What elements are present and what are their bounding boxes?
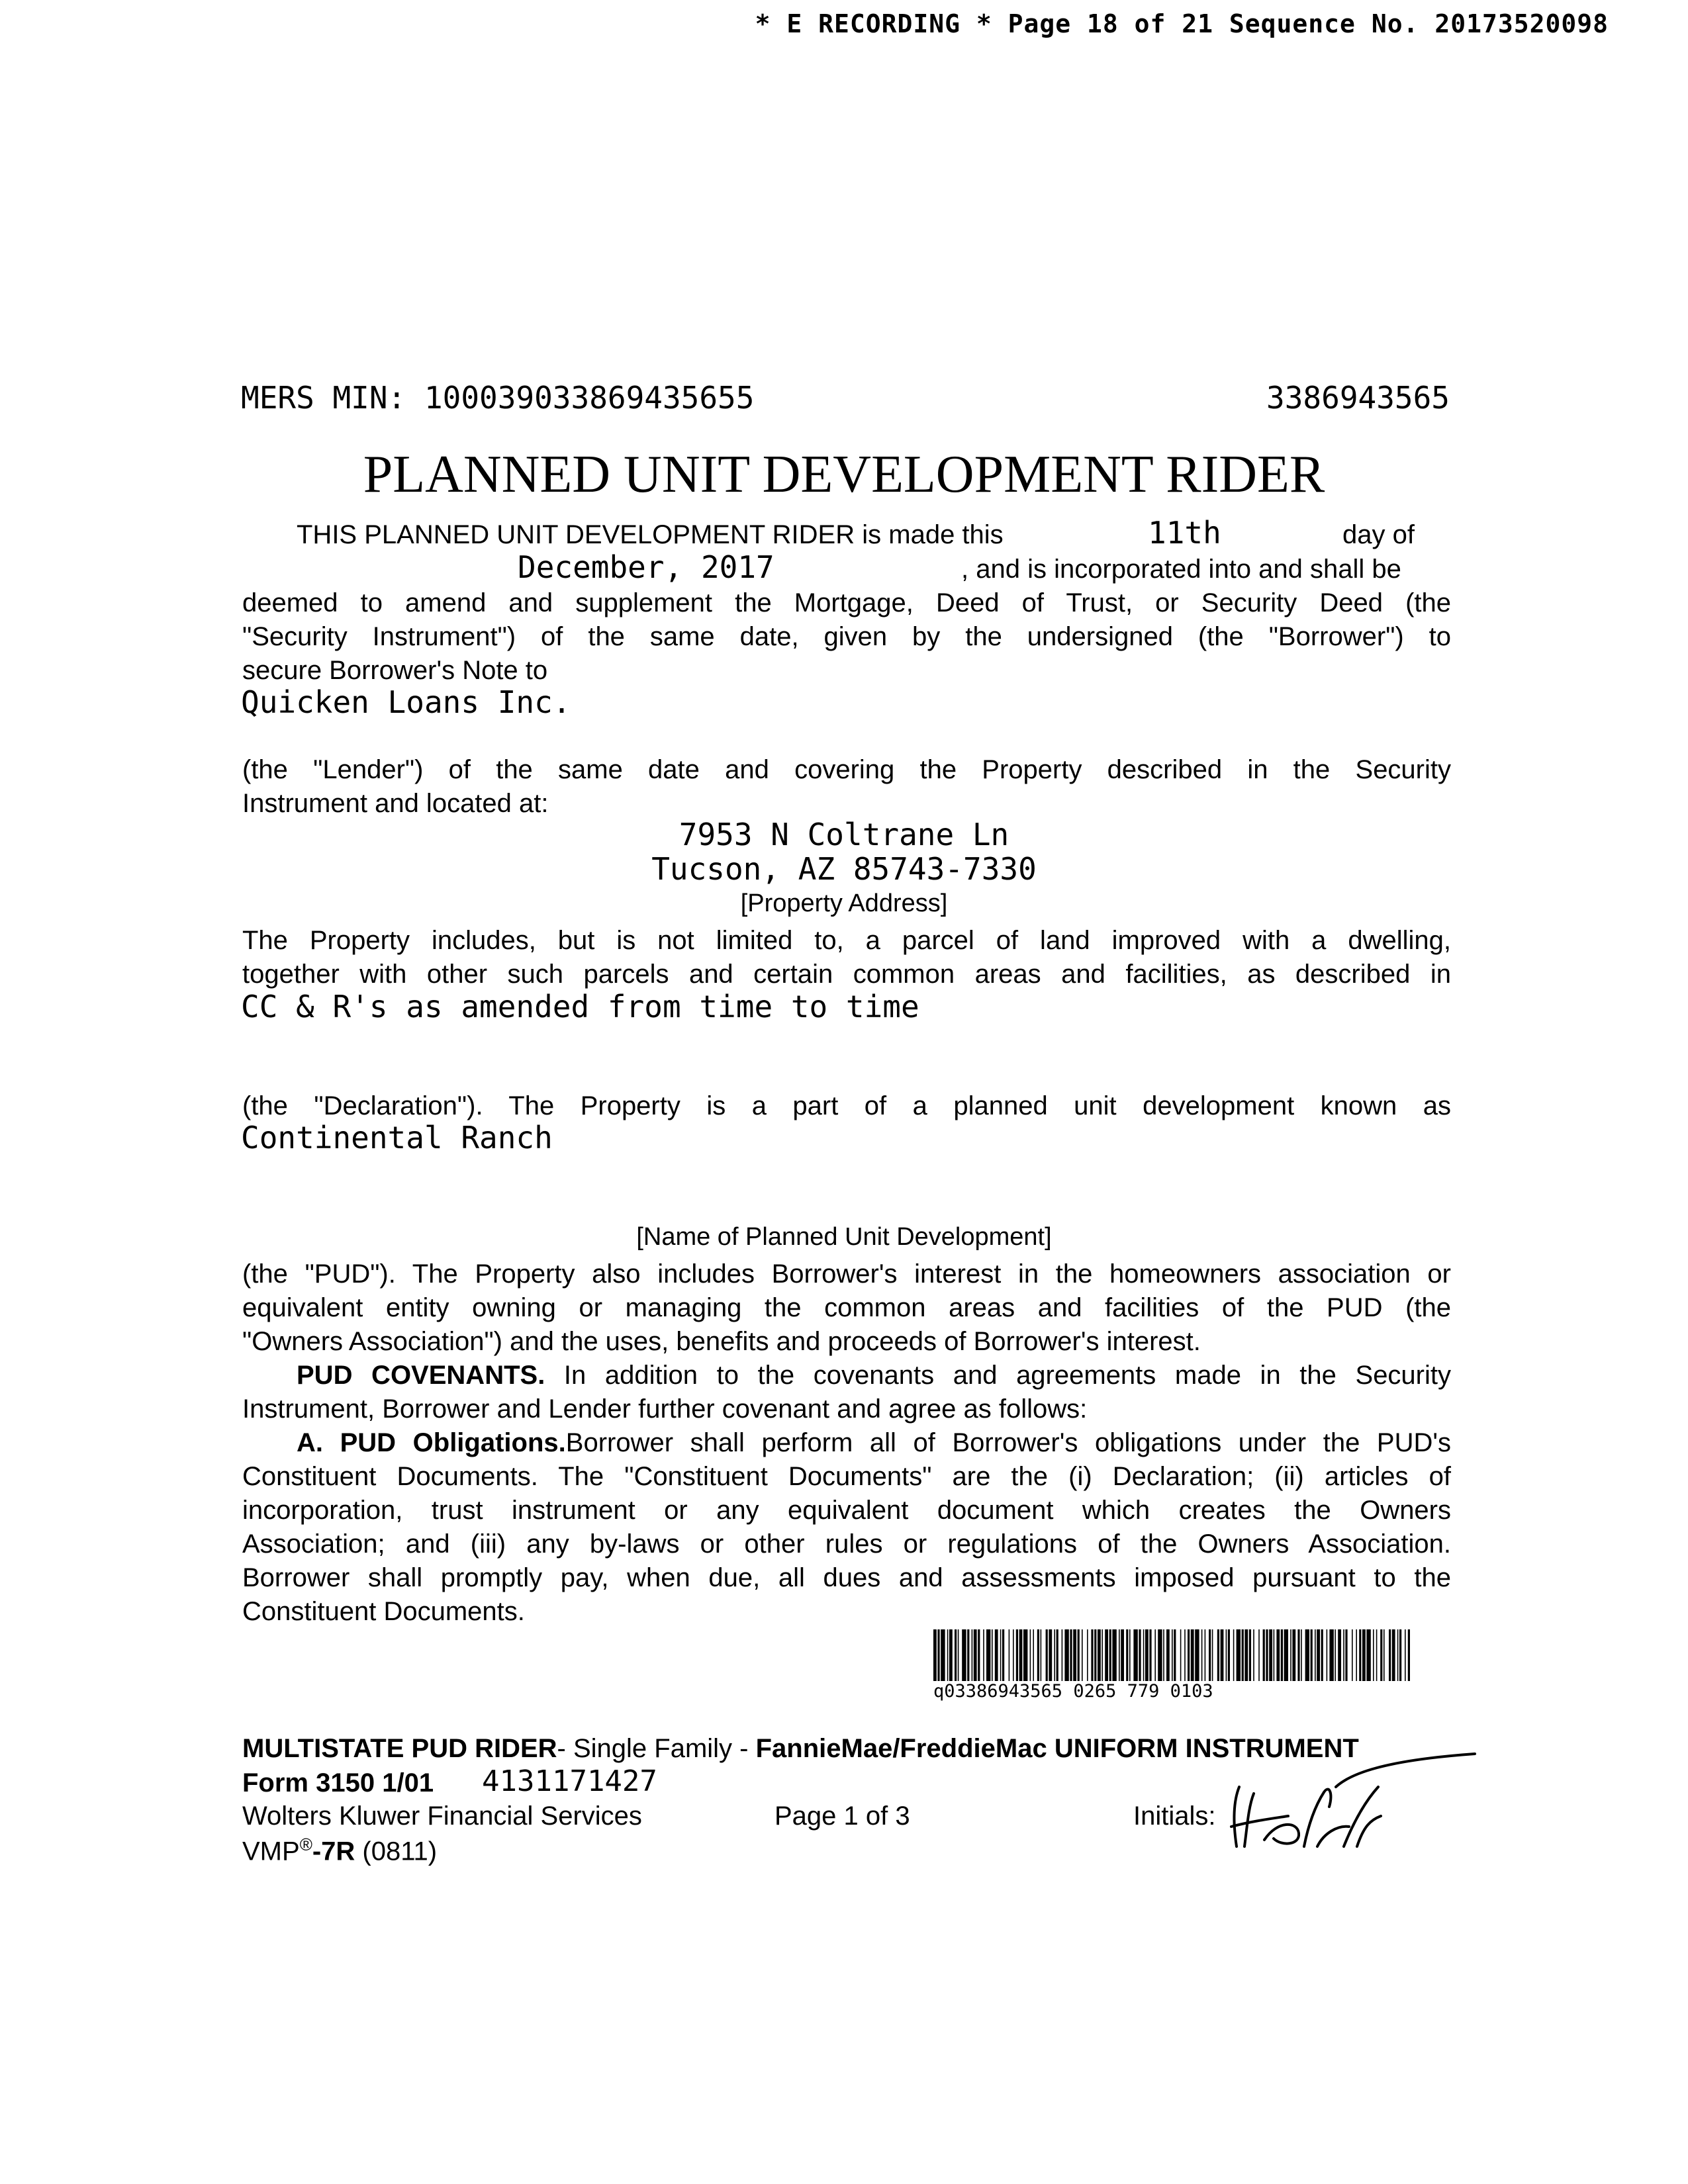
intro-line-1a — [297, 520, 1004, 550]
barcode-bar — [1166, 1629, 1170, 1681]
barcode-bar — [1129, 1629, 1131, 1681]
barcode-bar — [1064, 1629, 1068, 1681]
barcode-bar — [974, 1629, 977, 1681]
barcode-bar — [1016, 1629, 1018, 1681]
footer-single-family: - Single Family - — [557, 1734, 756, 1763]
barcode-bar — [1335, 1629, 1336, 1681]
barcode-bar — [958, 1629, 959, 1681]
barcode-image — [933, 1629, 1410, 1681]
barcode-bar — [1078, 1629, 1080, 1681]
barcode-bar — [1311, 1629, 1313, 1681]
barcode-bar — [1062, 1629, 1063, 1681]
barcode-bar — [1315, 1629, 1316, 1681]
barcode-bar — [1098, 1629, 1101, 1681]
document-title: PLANNED UNIT DEVELOPMENT RIDER — [363, 445, 1325, 504]
barcode-bar — [1327, 1629, 1328, 1681]
barcode-bar — [1126, 1629, 1128, 1681]
barcode-bar — [1002, 1629, 1004, 1681]
barcode-bar — [1366, 1629, 1370, 1681]
covenants-text: In addition to the covenants and agreements made in the Security — [545, 1361, 1452, 1390]
day-of-text: day of — [1342, 520, 1415, 549]
loan-number: 3386943565 — [1266, 380, 1450, 416]
vmp-code — [242, 1835, 437, 1866]
barcode-bar — [947, 1629, 949, 1681]
barcode-bar — [1276, 1629, 1280, 1681]
barcode-bar — [1297, 1629, 1299, 1681]
barcode-bar — [1133, 1629, 1137, 1681]
barcode-bar — [1356, 1629, 1357, 1681]
vmp-version: (0811) — [355, 1837, 438, 1866]
barcode-bar — [1212, 1629, 1213, 1681]
lender-line-1: (the "Lender") of the same date and covering the Property described in the Security — [242, 755, 1451, 784]
barcode-bar — [1376, 1629, 1378, 1681]
initials-label: Initials: — [1133, 1801, 1216, 1831]
company-name: Wolters Kluwer Financial Services — [242, 1801, 642, 1831]
barcode-bar — [972, 1629, 973, 1681]
barcode-bar — [1266, 1629, 1268, 1681]
barcode-bar — [1073, 1629, 1076, 1681]
section-a-line-4: Association; and (iii) any by-laws or other rules or regulations of the Owners Association. — [242, 1529, 1451, 1559]
barcode-bar — [1139, 1629, 1141, 1681]
section-a-line-6: Constituent Documents. — [242, 1597, 525, 1626]
barcode-bar — [1046, 1629, 1048, 1681]
barcode-bar — [1281, 1629, 1283, 1681]
covenants-heading: PUD COVENANTS. — [297, 1361, 545, 1390]
barcode-bar — [1338, 1629, 1341, 1681]
barcode-bar — [1345, 1629, 1347, 1681]
barcode-bar — [1253, 1629, 1254, 1681]
barcode-bar — [1082, 1629, 1083, 1681]
rider-name: THIS PLANNED UNIT DEVELOPMENT RIDER — [297, 520, 855, 549]
barcode-bar — [1033, 1629, 1034, 1681]
barcode-bar — [1233, 1629, 1235, 1681]
declaration-line-1: (the "Declaration"). The Property is a part of a planned unit development known as — [242, 1091, 1451, 1120]
lender-name: Quicken Loans Inc. — [241, 684, 571, 720]
barcode-bar — [1054, 1629, 1055, 1681]
property-line-2: together with other such parcels and certain common areas and facilities, as described in — [242, 960, 1451, 989]
made-this-text: is made this — [862, 520, 1004, 549]
barcode-bar — [1321, 1629, 1323, 1681]
barcode-bar — [1362, 1629, 1366, 1681]
barcode-number: q03386943565 0265 779 0103 — [933, 1681, 1213, 1702]
pud-name: Continental Ranch — [241, 1120, 553, 1156]
section-a-text: Borrower shall perform all of Borrower's obligations under the PUD's — [565, 1428, 1451, 1457]
barcode-bar — [1263, 1629, 1265, 1681]
property-address-caption: [Property Address] — [740, 889, 948, 917]
intro-line-5: secure Borrower's Note to — [242, 656, 548, 685]
barcode-bar — [1392, 1629, 1395, 1681]
barcode-bar — [995, 1629, 998, 1681]
barcode-bar — [1317, 1629, 1320, 1681]
footer-rider-line — [242, 1734, 1359, 1764]
lender-line-2: Instrument and located at: — [242, 789, 549, 818]
barcode-bar — [1037, 1629, 1039, 1681]
barcode-bar — [1274, 1629, 1275, 1681]
barcode-bar — [1380, 1629, 1382, 1681]
declaration-description: CC & R's as amended from time to time — [241, 989, 919, 1024]
barcode-bar — [1163, 1629, 1164, 1681]
barcode-bar — [1195, 1629, 1199, 1681]
barcode-bar — [992, 1629, 993, 1681]
barcode-bar — [1087, 1629, 1088, 1681]
barcode-bar — [1019, 1629, 1023, 1681]
barcode-bar — [1070, 1629, 1072, 1681]
barcode-bar — [1143, 1629, 1145, 1681]
pud-name-caption: [Name of Planned Unit Development] — [636, 1223, 1052, 1251]
section-a-line-5: Borrower shall promptly pay, when due, all dues and assessments imposed pursuant to the — [242, 1563, 1451, 1592]
barcode-bar — [1244, 1629, 1248, 1681]
barcode-bar — [1184, 1629, 1186, 1681]
barcode-bar — [1258, 1629, 1260, 1681]
section-a-line-2: Constituent Documents. The "Constituent Documents" are the (i) Declaration; (ii) articles of — [242, 1462, 1451, 1491]
barcode-bar — [1041, 1629, 1042, 1681]
barcode-bar — [1399, 1629, 1401, 1681]
barcode-bar — [1228, 1629, 1230, 1681]
barcode-bar — [1091, 1629, 1093, 1681]
barcode-bar — [1112, 1629, 1116, 1681]
barcode-bar — [1284, 1629, 1288, 1681]
barcode-bar — [1094, 1629, 1096, 1681]
form-label: Form 3150 1/01 — [242, 1768, 434, 1797]
barcode-bar — [1205, 1629, 1206, 1681]
barcode-bar — [983, 1629, 984, 1681]
barcode-bar — [1119, 1629, 1120, 1681]
barcode-bar — [1292, 1629, 1295, 1681]
footer-uniform-instrument: FannieMae/FreddieMac UNIFORM INSTRUMENT — [755, 1734, 1359, 1763]
footer-rider-name: MULTISTATE PUD RIDER — [242, 1734, 557, 1763]
barcode-bar — [1105, 1629, 1108, 1681]
vmp-prefix: VMP — [242, 1837, 300, 1866]
barcode-bar — [1049, 1629, 1052, 1681]
incorporated-text: , and is incorporated into and shall be — [961, 555, 1401, 584]
barcode-bar — [1405, 1629, 1406, 1681]
barcode-bar — [1301, 1629, 1302, 1681]
barcode-bar — [1191, 1629, 1194, 1681]
day-field: 11th — [1148, 515, 1221, 551]
registered-mark: ® — [299, 1835, 312, 1854]
barcode-bar — [1408, 1629, 1410, 1681]
barcode-bar — [1174, 1629, 1176, 1681]
recording-header: * E RECORDING * Page 18 of 21 Sequence No. 20173520098 — [755, 9, 1609, 38]
barcode-bar — [1180, 1629, 1182, 1681]
barcode-bar — [1359, 1629, 1361, 1681]
barcode-bar — [1290, 1629, 1291, 1681]
covenants-line-1 — [297, 1359, 1451, 1392]
barcode-bar — [937, 1629, 939, 1681]
handwritten-initials-signature — [1225, 1747, 1476, 1880]
pud-line-3: "Owners Association") and the uses, benefits and proceeds of Borrower's interest. — [242, 1327, 1201, 1356]
barcode-bar — [1209, 1629, 1211, 1681]
date-field: December, 2017 — [518, 549, 774, 585]
page-number: Page 1 of 3 — [774, 1801, 910, 1831]
barcode-bar — [986, 1629, 990, 1681]
barcode-bar — [1383, 1629, 1385, 1681]
barcode-bar — [1226, 1629, 1227, 1681]
barcode-bar — [1056, 1629, 1058, 1681]
section-a-line-3: incorporation, trust instrument or any equivalent document which creates the Owners — [242, 1496, 1451, 1525]
barcode-bar — [1217, 1629, 1219, 1681]
barcode-bar — [1158, 1629, 1162, 1681]
barcode-bar — [1221, 1629, 1224, 1681]
property-line-1: The Property includes, but is not limited to, a parcel of land improved with a dwelling, — [242, 926, 1451, 955]
barcode-bar — [978, 1629, 980, 1681]
barcode-bar — [933, 1629, 937, 1681]
mers-min: MERS MIN: 100039033869435655 — [241, 380, 755, 416]
barcode-bar — [1030, 1629, 1031, 1681]
barcode-bar — [1013, 1629, 1014, 1681]
barcode-bar — [1149, 1629, 1151, 1681]
barcode-bar — [1145, 1629, 1149, 1681]
barcode-bar — [941, 1629, 945, 1681]
barcode-bar — [1154, 1629, 1156, 1681]
covenants-line-2: Instrument, Borrower and Lender further covenant and agree as follows: — [242, 1394, 1088, 1424]
form-number: 4131171427 — [482, 1764, 657, 1798]
pud-line-1: (the "PUD"). The Property also includes Borrower's interest in the homeowners association or — [242, 1259, 1451, 1289]
address-line-2: Tucson, AZ 85743-7330 — [651, 851, 1037, 887]
address-line-1: 7953 N Coltrane Ln — [679, 817, 1009, 852]
section-a-line-1 — [297, 1426, 1451, 1460]
barcode-bar — [1009, 1629, 1010, 1681]
barcode-bar — [1000, 1629, 1002, 1681]
barcode-bar — [1249, 1629, 1251, 1681]
barcode-bar — [1373, 1629, 1374, 1681]
barcode-bar — [1109, 1629, 1111, 1681]
barcode-bar — [967, 1629, 969, 1681]
barcode-bar — [1397, 1629, 1399, 1681]
barcode-bar — [1121, 1629, 1124, 1681]
barcode-bar — [1237, 1629, 1241, 1681]
barcode-bar — [949, 1629, 953, 1681]
barcode-bar — [1343, 1629, 1344, 1681]
barcode-bar — [1102, 1629, 1103, 1681]
intro-line-4: "Security Instrument") of the same date, given by the undersigned (the "Borrower") to — [242, 622, 1451, 651]
intro-line-3: deemed to amend and supplement the Mortgage, Deed of Trust, or Security Deed (the — [242, 588, 1451, 617]
barcode-bar — [955, 1629, 957, 1681]
section-a-heading: A. PUD Obligations. — [297, 1428, 566, 1457]
vmp-suffix: -7R — [312, 1837, 355, 1866]
barcode-bar — [1172, 1629, 1173, 1681]
barcode-bar — [1305, 1629, 1309, 1681]
barcode-bar — [1352, 1629, 1353, 1681]
barcode-bar — [1201, 1629, 1203, 1681]
barcode-bar — [1242, 1629, 1244, 1681]
pud-line-2: equivalent entity owning or managing the common areas and facilities of the PUD (the — [242, 1293, 1451, 1322]
barcode-bar — [1269, 1629, 1272, 1681]
barcode-bar — [1188, 1629, 1190, 1681]
barcode-bar — [1023, 1629, 1027, 1681]
barcode-bar — [1389, 1629, 1391, 1681]
barcode-bar — [1329, 1629, 1333, 1681]
barcode-bar — [962, 1629, 966, 1681]
